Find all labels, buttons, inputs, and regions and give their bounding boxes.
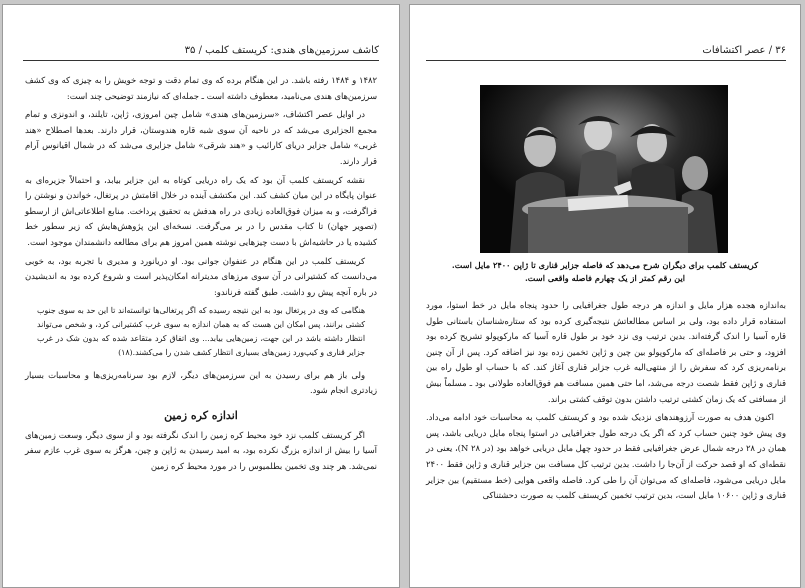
- left-paragraph: در اوایل عصر اکتشاف، «سرزمین‌های هندی» شامل چین امروزی، ژاپن، تایلند، و اندونزی و تمام مجمع الجزایری می‌شد که در ناحیه آن سوی شبه قاره هندوستان، قرار دارند. بعدها اصطلاح «هند غربی» شامل جزایر دریای کارائیب و «هند شرقی» شامل جزایری می‌شد که در شمال اقیانوس آرام قرار دارند.: [25, 109, 377, 166]
- left-page: [2, 4, 400, 588]
- right-header-rule: [426, 60, 786, 61]
- right-page-body: [426, 298, 786, 507]
- engraving-illustration: [480, 85, 728, 253]
- left-header-rule: [23, 60, 379, 61]
- left-page-body: [25, 73, 377, 477]
- figure-caption: کریستف کلمب برای دیگران شرح می‌دهد که فاصله جزایر قناری تا ژاپن ۲۴۰۰ مایل است. این رقم کمتر از یک چهارم فاصله واقعی است.: [451, 260, 759, 283]
- left-paragraph: ۱۴۸۲ و ۱۴۸۴ رفته باشد. در این هنگام برده که وی تمام دقت و توجه خویش را به چیزی که وی کشف سرزمین‌های هندی می‌نامید، معطوف داشته است ـ جمله‌ای که نیازمند توضیحی چند است:: [25, 75, 378, 101]
- right-paragraph: به‌اندازه هجده هزار مایل و اندازه هر درجه طول جغرافیایی را حدود پنجاه مایل در خط استوا، مورد استفاده قرار داده بود، ولی بر اساس مطالعاتش نتیجه‌گیری کرده بود که ستاره‌شناسان باستانی طول قاره آسیا را اندک گرفته‌اند. بدین ترتیب وی نزد خود بر طول قاره آسیا که مارکوپولو تشریح کرده بود افزود، و حتی بر فاصله‌ای که مارکوپولو بین چین و ژاپن تخمین زده بود نیز اضافه کرد. پس از آن چنین برنامه‌ریزی کرد که سفرش را از منتهی‌الیه غرب جزایر قناری آغاز کند. که با حساب او طول راه بین قناری و ژاپن فقط شصت درجه می‌شد، اما حتی همین مسافت هم فوق‌العاده طولانی بود ـ مسلماً بیش از مسافتی که یک زمان کشتی ترتیب داشتن بدون توقف کشتی براند.: [426, 300, 786, 404]
- left-paragraph: ولی باز هم برای رسیدن به این سرزمین‌های دیگر، لازم بود سرنامه‌ریزی‌ها و محاسبات بسیار زیادتری انجام شود.: [25, 369, 377, 396]
- left-paragraph: نقشه کریستف کلمب آن بود که یک راه دریایی کوتاه به این جزایر بیابد، و احتمالاً جزیره‌ای به عنوان پایگاه در این میان کشف کند. این مکتشف آینده در خلال اقامتش در پرتغال، خواندن و نوشتن را فراگرفت، و به میزان فوق‌العاده زیادی در راه هدفش به تحقیق پرداخت. منابع اطلاعاتی‌اش از ارسطو (تصویر جهان) تا کتاب مقدس را در بر می‌گرفت. نسخه‌ای این پژوهش‌هایش که زیر سطور خط کشیده یا در حاشیه‌اش با دست چیزهایی نوشته همین امروز هم برای مطالعه دانشمندان موجود است.: [25, 174, 377, 247]
- section-title: اندازه کره زمین: [164, 408, 238, 422]
- left-paragraph: کریستف کلمب در این هنگام در عنفوان جوانی بود. او دریانورد و مدیری با تجربه بود، به خوبی می‌دانست که کشتیرانی در آن سوی مرزهای مدیترانه امکان‌پذیر است و شروع کرده بود به اندیشیدن در باره آنچه پیش رو داشت. طبق گفته فرناندو:: [25, 255, 377, 297]
- left-paragraph: اگر کریستف کلمب نزد خود محیط کره زمین را اندک نگرفته بود و از سوی دیگر، وسعت زمین‌های آسیا را بیش از اندازه بزرگ نکرده بود، به امید رسیدن به ژاپن و چین، هرگز به سوی غرب عازم سفر نمی‌شد. هر چند وی تخمین بطلمیوس را در مورد محیط کره زمین: [25, 429, 377, 471]
- right-page-header: ۳۶ / عصر اکتشافات: [702, 45, 786, 56]
- engraving-image: [480, 85, 728, 253]
- right-paragraph: اکنون هدف به صورت آرزوهندهای نزدیک شده بود و کریستف کلمب به محاسبات خود ادامه می‌داد. وی پیش خود چنین حساب کرد که اگر یک درجه طول جغرافیایی در استوا پنجاه مایل دریایی باشد، پس همان در ۲۸ درجه شمال عرض جغرافیایی فقط در حدود چهل مایل دریایی خواهد بود (در ۲۸ N)، یعنی در نقطه‌ای که او قصد حرکت از آن‌جا را داشت. بدین ترتیب کل مسافت بین جزایر قناری و ژاپن فقط ۲۴۰۰ مایل دریایی می‌شود، فاصله‌ای که می‌توان آن را طی کرد. فاصله واقعی هوایی (خط مستقیم) بین جزایر قناری و ژاپن ۱۰۶۰۰ مایل است، بدین ترتیب تخمین کریستف کلمب به صورت دحشتناکی: [426, 412, 786, 501]
- block-quote: [37, 304, 365, 359]
- quote-text: هنگامی که وی در پرتغال بود به این نتیجه رسیده که اگر پرتغالی‌ها توانسته‌اند تا این حد به سوی جنوب کشتی برانند، پس امکان این هست که به همان اندازه به سوی غرب کشتیرانی کرد، و شخص می‌تواند انتظار داشته باشد در این جهت، زمین‌هایی بیابد... وی اتفاق کرد متقاعد شده که بدون شک در غرب جزایر قناری و کیپ‌ورد زمین‌های بسیاری انتظار کشف شدن را می‌کشند.(۱۸): [37, 306, 365, 357]
- left-page-header: کاشف سرزمین‌های هندی: کریستف کلمب / ۳۵: [184, 45, 379, 56]
- right-page: [409, 4, 801, 588]
